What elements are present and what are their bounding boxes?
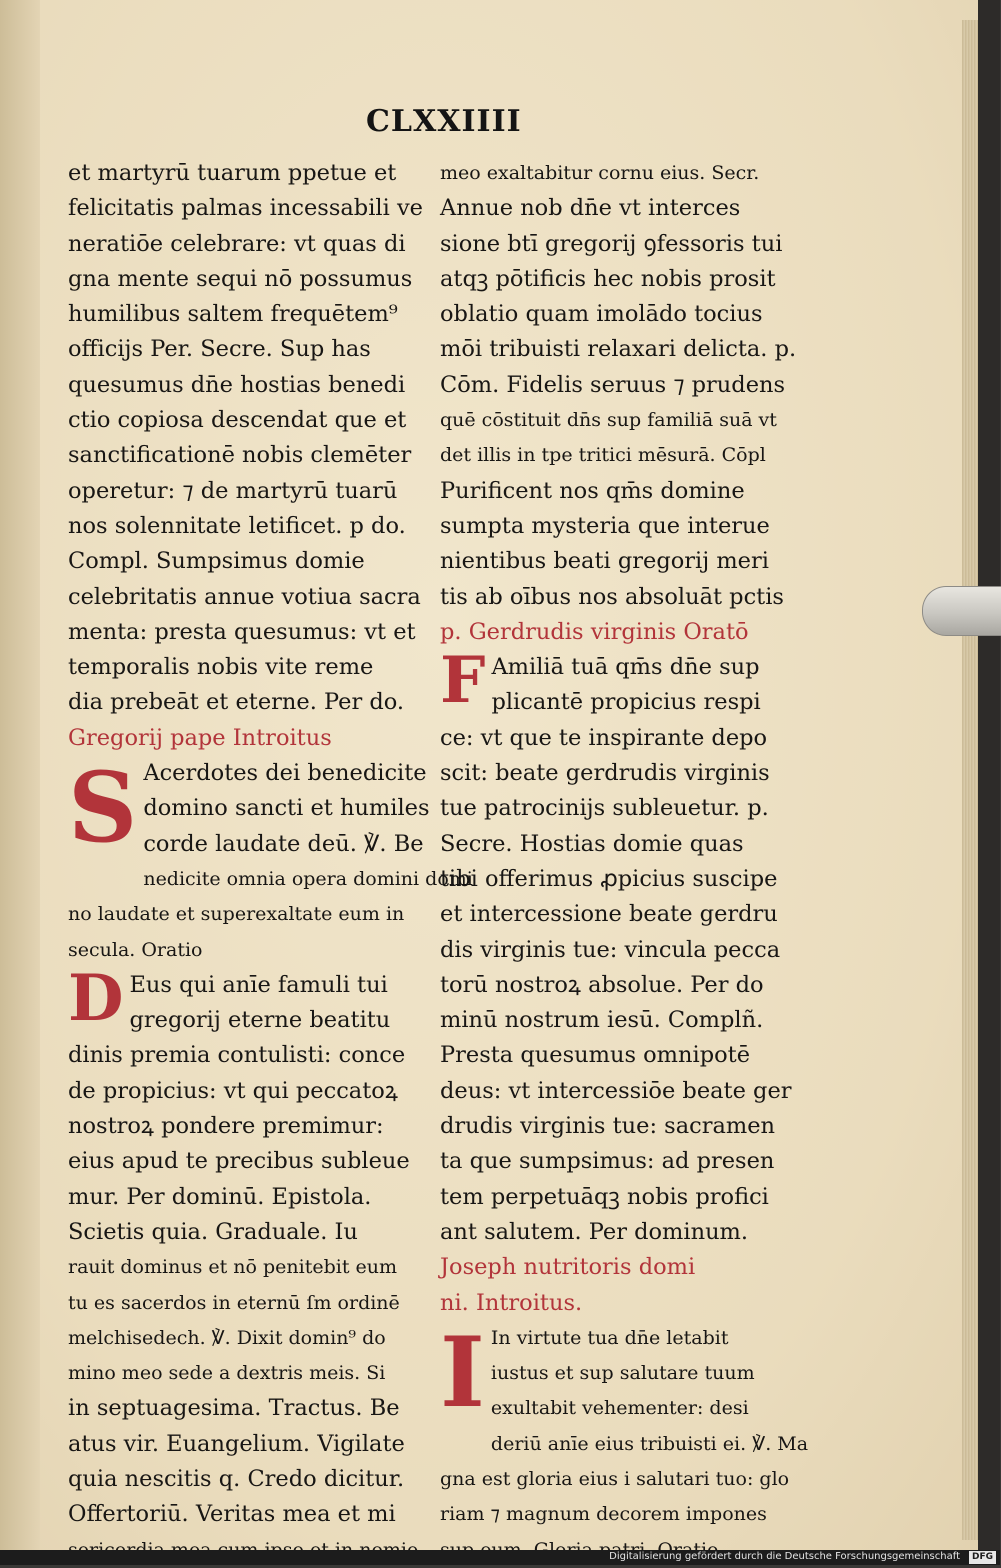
- text-line: melchisedech. ℣. Dixit domin⁹ do: [68, 1326, 386, 1349]
- text-line: tibi offerimus ꝓpicius suscipe: [440, 865, 778, 892]
- text-line: gregorij eterne beatitu: [129, 1007, 391, 1034]
- text-line: ta que sumpsimus: ad presen: [440, 1148, 775, 1175]
- text-line: menta: presta quesumus: vt et: [68, 618, 416, 645]
- text-line: mur. Per dominū. Epistola.: [68, 1183, 372, 1210]
- folio-number: CLXXIIII: [366, 104, 522, 139]
- text-line: minū nostrum iesū. Complñ.: [440, 1007, 764, 1034]
- text-line: Amiliā tuā qm̄s dn̄e sup: [491, 654, 760, 681]
- text-line: gna mente sequi nō possumus: [68, 265, 413, 292]
- decorated-initial: S: [68, 751, 138, 865]
- text-line: sumpta mysteria que interue: [440, 512, 770, 539]
- footer-bar: [0, 1550, 1000, 1565]
- text-line: officijs Per. Secre. Sup has: [68, 336, 371, 363]
- text-line: temporalis nobis vite reme: [68, 654, 374, 681]
- text-line: torū nostroꝝ absolue. Per do: [440, 971, 764, 998]
- text-line: Purificent nos qm̄s domine: [440, 477, 745, 504]
- background-shadow: [978, 0, 1000, 1550]
- text-line: mōi tribuisti relaxari delicta. p.: [440, 336, 797, 363]
- text-column-right: [440, 156, 809, 1568]
- text-line: Cōm. Fidelis seruus ⁊ prudens: [440, 371, 786, 398]
- text-line: quē cōstituit dn̄s sup familiā suā vt: [440, 409, 777, 432]
- text-line: det illis in tpe tritici mēsurā. Cōpl: [440, 444, 766, 467]
- text-line: Eus qui anīe famuli tui: [129, 971, 388, 998]
- text-line: quesumus dn̄e hostias benedi: [68, 371, 406, 398]
- text-line: deus: vt intercessiōe beate ger: [440, 1077, 792, 1104]
- text-line: nedicite omnia opera domini domi: [143, 867, 473, 890]
- text-line: Offertoriū. Veritas mea et mi: [68, 1501, 396, 1528]
- text-line: et martyrū tuarum ppetue et: [68, 160, 397, 186]
- text-line: et intercessione beate gerdru: [440, 901, 778, 928]
- decorated-initial: F: [440, 643, 486, 719]
- text-line: Annue nob dn̄e vt interces: [440, 195, 741, 222]
- page-clip: [922, 586, 1001, 636]
- text-line: iustus et sup salutare tuum: [490, 1362, 755, 1385]
- text-line: rauit dominus et nō penitebit eum: [68, 1256, 398, 1279]
- rubric-heading: p. Gerdrudis virginis Oratō: [440, 618, 749, 645]
- text-line: ctio copiosa descendat que et: [68, 407, 407, 434]
- text-line: atqꝫ pōtificis hec nobis prosit: [440, 265, 776, 292]
- text-line: nos solennitate letificet. p do.: [68, 512, 406, 539]
- text-line: plicantē propicius respi: [491, 689, 761, 716]
- text-line: deriū anīe eius tribuisti ei. ℣. Ma: [490, 1432, 809, 1455]
- rubric-heading: ni. Introitus.: [440, 1289, 583, 1316]
- text-line: no laudate et superexaltate eum in: [68, 903, 405, 926]
- footer-credit: Digitalisierung gefördert durch die Deutsche Forschungsgemeinschaft: [609, 1551, 960, 1562]
- decorated-initial: I: [440, 1315, 485, 1429]
- text-line: secula. Oratio: [68, 938, 203, 961]
- text-line: Acerdotes dei benedicite: [143, 760, 427, 787]
- text-column-left: [68, 156, 473, 1568]
- text-line: scit: beate gerdrudis virginis: [440, 760, 770, 787]
- text-line: In virtute tua dn̄e letabit: [490, 1326, 729, 1349]
- text-line: Secre. Hostias domie quas: [440, 830, 744, 857]
- text-line: atus vir. Euangelium. Vigilate: [68, 1430, 405, 1457]
- text-line: drudis virginis tue: sacramen: [440, 1113, 776, 1140]
- text-line: mino meo sede a dextris meis. Si: [68, 1362, 386, 1385]
- text-line: domino sancti et humiles: [143, 795, 430, 822]
- text-line: operetur: ⁊ de martyrū tuarū: [68, 477, 398, 504]
- text-line: de propicius: vt qui peccatoꝝ: [68, 1077, 398, 1104]
- text-line: Scietis quia. Graduale. Iu: [68, 1218, 358, 1245]
- text-line: ce: vt que te inspirante depo: [440, 724, 768, 751]
- text-line: corde laudate deū. ℣. Be: [143, 830, 424, 857]
- text-line: meo exaltabitur cornu eius. Secr.: [440, 162, 760, 184]
- text-line: tu es sacerdos in eternū ſm ordinē: [68, 1291, 400, 1314]
- text-line: in septuagesima. Tractus. Be: [68, 1395, 400, 1422]
- text-line: nientibus beati gregorij meri: [440, 548, 769, 575]
- text-line: nostroꝝ pondere premimur:: [68, 1113, 384, 1140]
- rubric-heading: Gregorij pape Introitus: [68, 724, 332, 751]
- text-line: tem perpetuāqꝫ nobis profici: [440, 1183, 769, 1210]
- dfg-logo-icon: DFG: [969, 1551, 996, 1564]
- text-line: quia nescitis q. Credo dicitur.: [68, 1465, 405, 1492]
- text-line: tis ab oībus nos absoluāt pctis: [440, 583, 784, 610]
- decorated-initial: D: [68, 960, 124, 1036]
- text-line: dia prebeāt et eterne. Per do.: [68, 689, 405, 716]
- text-line: dinis premia contulisti: conce: [68, 1042, 406, 1069]
- text-line: eius apud te precibus subleue: [68, 1148, 410, 1175]
- text-line: riam ⁊ magnum decorem impones: [440, 1503, 767, 1526]
- text-line: tue patrocinijs subleuetur. p.: [440, 795, 769, 822]
- text-line: felicitatis palmas incessabili ve: [68, 195, 423, 222]
- text-line: Compl. Sumpsimus domie: [68, 548, 365, 575]
- text-line: humilibus saltem frequētem⁹: [68, 301, 398, 328]
- text-line: gna est gloria eius i salutari tuo: glo: [440, 1467, 790, 1490]
- text-line: sanctificationē nobis clemēter: [68, 442, 412, 469]
- page-gutter: [0, 0, 40, 1550]
- text-line: oblatio quam imolādo tocius: [440, 301, 763, 328]
- text-line: sione btī gregorij ꝯfessoris tui: [440, 230, 783, 257]
- rubric-heading: Joseph nutritoris domi: [440, 1254, 696, 1281]
- text-line: celebritatis annue votiua sacra: [68, 583, 421, 610]
- text-line: Presta quesumus omnipotē: [440, 1042, 751, 1069]
- text-line: ant salutem. Per dominum.: [440, 1218, 749, 1245]
- text-line: neratiōe celebrare: vt quas di: [68, 230, 406, 257]
- text-line: dis virginis tue: vincula pecca: [440, 936, 781, 963]
- text-line: exultabit vehementer: desi: [490, 1397, 749, 1420]
